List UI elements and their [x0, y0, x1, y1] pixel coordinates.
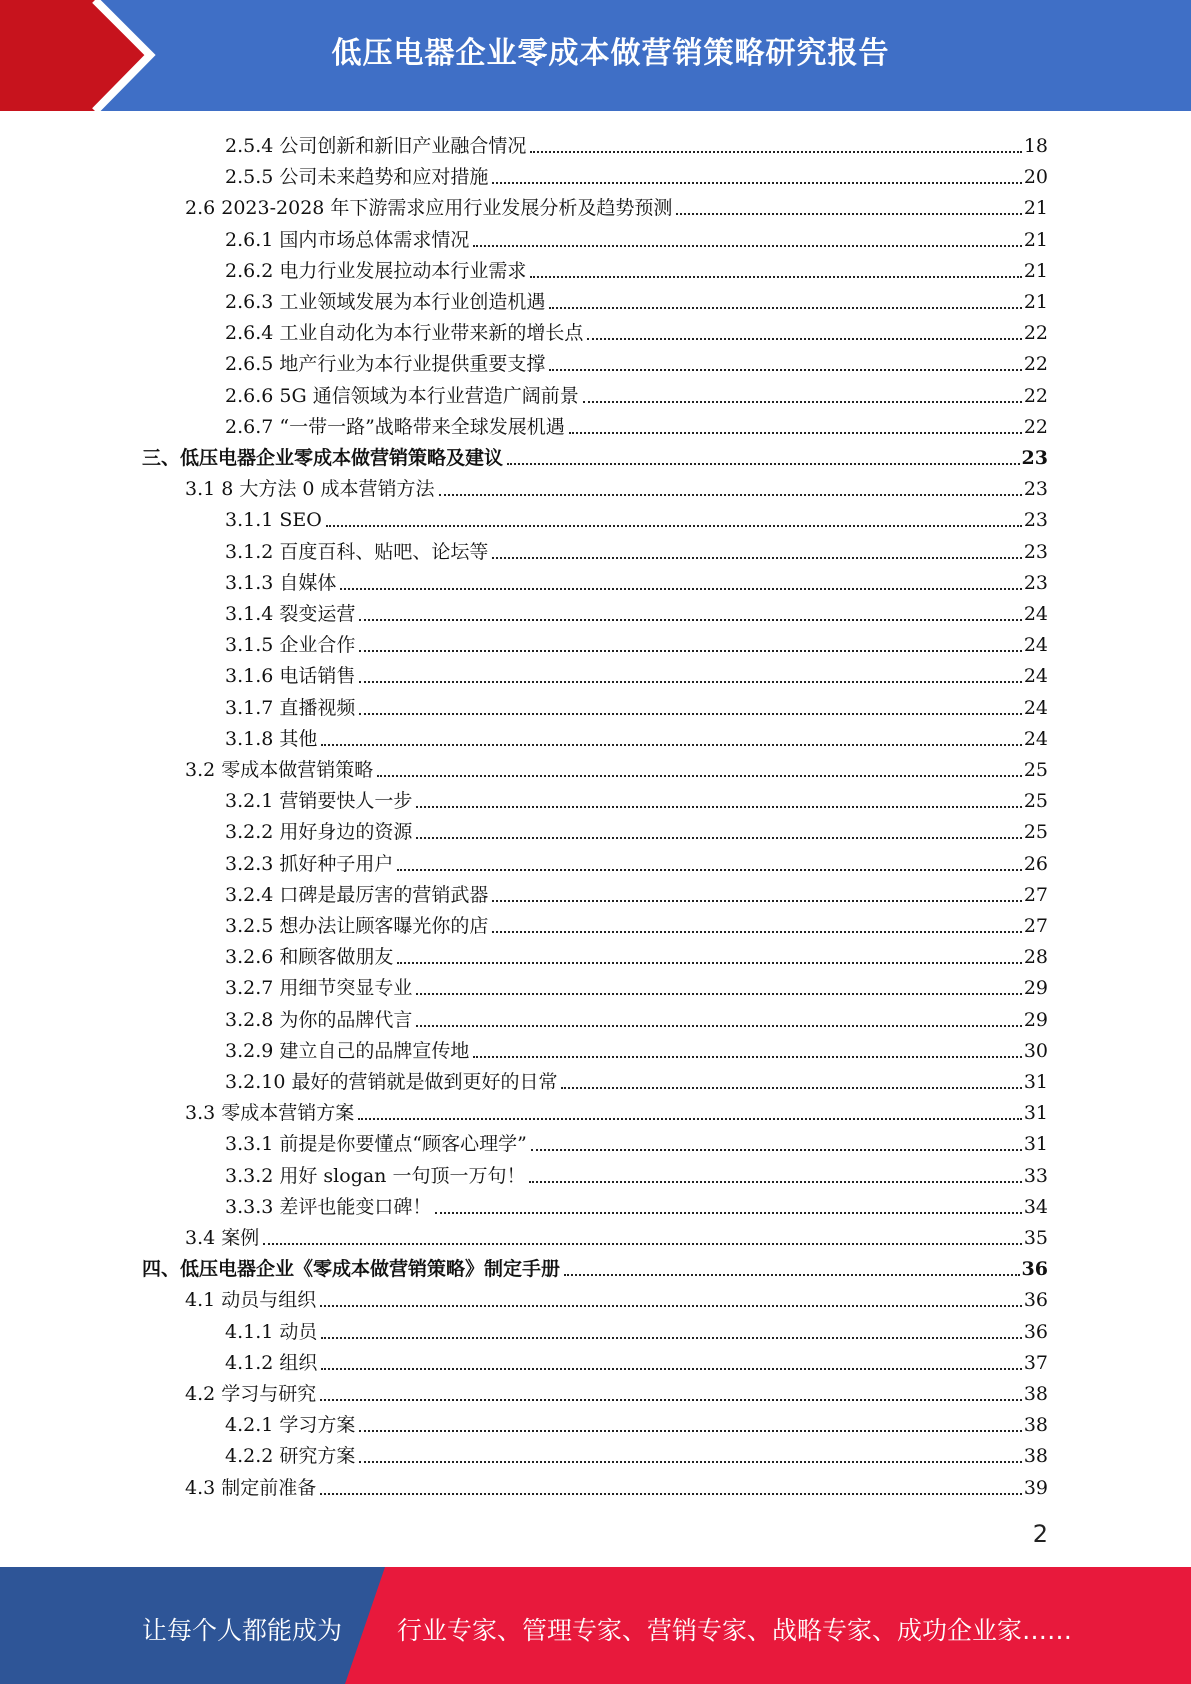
toc-entry-label: 3.3 零成本营销方案 [185, 1102, 355, 1125]
toc-leader-dots [676, 213, 1021, 215]
toc-entry-label: 3.2.6 和顾客做朋友 [225, 946, 394, 969]
toc-entry-page: 31 [1023, 1102, 1048, 1125]
toc-leader-dots [473, 1056, 1021, 1058]
toc-leader-dots [320, 1493, 1022, 1495]
toc-entry-label: 2.6 2023-2028 年下游需求应用行业发展分析及趋势预测 [185, 197, 673, 220]
toc-entry-page: 36 [1021, 1258, 1048, 1281]
toc-leader-dots [359, 681, 1021, 683]
toc-entry-label: 2.6.5 地产行业为本行业提供重要支撑 [225, 353, 546, 376]
toc-entry-label: 3.1.7 直播视频 [225, 696, 356, 719]
toc-entry-page: 24 [1023, 603, 1048, 625]
toc-leader-dots [359, 650, 1021, 652]
toc-entry-page: 39 [1023, 1476, 1048, 1499]
toc-leader-dots [587, 338, 1021, 340]
toc-leader-dots [583, 401, 1022, 403]
toc-entry-page: 23 [1023, 540, 1048, 563]
toc-entry-label: 四、低压电器企业《零成本做营销策略》制定手册 [142, 1258, 561, 1281]
toc-leader-dots [416, 806, 1021, 808]
page-footer [0, 1567, 1191, 1684]
toc-entry[interactable] [185, 1469, 1048, 1500]
toc-entry-page: 30 [1023, 1039, 1048, 1062]
toc-entry-label: 2.5.5 公司未来趋势和应对措施 [225, 166, 489, 189]
toc-entry[interactable] [225, 501, 1048, 532]
toc-entry-label: 2.6.6 5G 通信领域为本行业营造广阔前景 [225, 384, 579, 407]
toc-leader-dots [321, 1337, 1021, 1339]
toc-entry[interactable] [225, 221, 1048, 252]
toc-entry-label: 3.3.3 差评也能变口碑！ [225, 1195, 432, 1218]
toc-entry[interactable] [225, 720, 1048, 751]
toc-entry-label: 4.1 动员与组织 [185, 1289, 317, 1312]
toc-entry[interactable] [225, 969, 1048, 1000]
toc-entry-label: 3.1.2 百度百科、贴吧、论坛等 [225, 540, 489, 563]
toc-entry-page: 29 [1023, 1008, 1048, 1031]
toc-entry[interactable] [225, 564, 1048, 595]
toc-leader-dots [569, 432, 1022, 434]
toc-entry-label: 2.6.2 电力行业发展拉动本行业需求 [225, 259, 527, 282]
toc-entry-page: 25 [1023, 790, 1048, 813]
toc-entry-label: 3.1.8 其他 [225, 727, 318, 750]
toc-leader-dots [530, 276, 1021, 278]
toc-entry-page: 24 [1023, 727, 1048, 750]
toc-entry-label: 2.6.3 工业领域发展为本行业创造机遇 [225, 291, 546, 313]
toc-entry-page: 36 [1023, 1320, 1048, 1343]
toc-entry[interactable] [225, 876, 1048, 907]
toc-entry-label: 4.2 学习与研究 [185, 1383, 317, 1405]
toc-entry[interactable] [185, 1375, 1048, 1406]
toc-entry-label: 4.3 制定前准备 [185, 1476, 317, 1499]
toc-leader-dots [263, 1243, 1022, 1245]
toc-entry[interactable] [225, 1032, 1048, 1063]
toc-leader-dots [321, 744, 1021, 746]
toc-entry-label: 3.1.6 电话销售 [225, 665, 356, 688]
toc-leader-dots [358, 1118, 1022, 1120]
toc-entry[interactable] [225, 1001, 1048, 1032]
toc-entry-page: 31 [1023, 1133, 1048, 1156]
toc-entry[interactable] [225, 283, 1048, 314]
toc-entry-label: 2.6.4 工业自动化为本行业带来新的增长点 [225, 322, 584, 345]
toc-entry-label: 2.6.7 “一带一路”战略带来全球发展机遇 [225, 415, 565, 438]
toc-entry[interactable] [185, 1219, 1048, 1250]
page-header [0, 0, 1191, 111]
toc-entry[interactable] [225, 1406, 1048, 1437]
toc-entry[interactable] [225, 345, 1048, 376]
toc-entry[interactable] [225, 158, 1048, 189]
toc-entry[interactable] [225, 1344, 1048, 1375]
toc-entry-page: 26 [1023, 852, 1048, 875]
toc-entry-page: 22 [1023, 353, 1048, 376]
toc-entry-page: 21 [1023, 259, 1048, 282]
toc-leader-dots [561, 1087, 1021, 1089]
toc-leader-dots [549, 307, 1021, 309]
toc-leader-dots [377, 775, 1022, 777]
toc-entry[interactable] [225, 845, 1048, 876]
toc-leader-dots [473, 245, 1021, 247]
toc-entry-page: 27 [1023, 915, 1048, 937]
toc-entry-page: 25 [1023, 821, 1048, 844]
toc-entry-label: 3.2.3 抓好种子用户 [225, 852, 394, 875]
toc-leader-dots [416, 837, 1021, 839]
toc-entry-label: 3.2.9 建立自己的品牌宣传地 [225, 1039, 470, 1062]
toc-entry-label: 3.2.5 想办法让顾客曝光你的店 [225, 915, 489, 937]
toc-entry-label: 3.2.1 营销要快人一步 [225, 790, 413, 813]
toc-leader-dots [326, 525, 1022, 527]
toc-entry-label: 3.1.5 企业合作 [225, 634, 356, 657]
toc-entry[interactable] [225, 127, 1048, 158]
toc-entry[interactable] [142, 439, 1048, 470]
toc-entry[interactable] [225, 252, 1048, 283]
toc-leader-dots [397, 869, 1021, 871]
toc-entry[interactable] [225, 813, 1048, 844]
toc-entry[interactable] [225, 314, 1048, 345]
toc-entry-page: 22 [1023, 384, 1048, 407]
toc-entry-page: 23 [1021, 447, 1048, 469]
toc-entry[interactable] [185, 189, 1048, 220]
toc-entry[interactable] [225, 533, 1048, 564]
toc-leader-dots [530, 151, 1021, 153]
toc-entry[interactable] [225, 1157, 1048, 1188]
toc-entry-page: 23 [1023, 509, 1048, 532]
toc-entry-label: 4.1.2 组织 [225, 1351, 318, 1374]
toc-entry-label: 3.1 8 大方法 0 成本营销方法 [185, 478, 435, 501]
toc-entry-page: 36 [1023, 1289, 1048, 1312]
toc-entry-label: 4.1.1 动员 [225, 1320, 318, 1343]
toc-leader-dots [492, 931, 1021, 933]
toc-leader-dots [320, 1399, 1022, 1401]
report-title: 低压电器企业零成本做营销策略研究报告 [331, 36, 890, 71]
footer-slogan-left: 让每个人都能成为 [142, 1616, 343, 1645]
toc-entry[interactable] [225, 782, 1048, 813]
toc-entry[interactable] [225, 1063, 1048, 1094]
toc-entry[interactable] [225, 938, 1048, 969]
toc-entry-label: 3.2 零成本做营销策略 [185, 759, 374, 781]
toc-leader-dots [416, 993, 1021, 995]
toc-entry-page: 18 [1023, 135, 1048, 157]
toc-entry-label: 三、低压电器企业零成本做营销策略及建议 [142, 447, 504, 469]
toc-entry[interactable] [225, 689, 1048, 720]
toc-entry-label: 3.2.10 最好的营销就是做到更好的日常 [225, 1071, 558, 1093]
toc-entry-page: 31 [1023, 1071, 1048, 1093]
toc-entry-page: 24 [1023, 696, 1048, 719]
toc-leader-dots [397, 962, 1021, 964]
toc-entry-label: 2.5.4 公司创新和新旧产业融合情况 [225, 135, 527, 157]
toc-entry-page: 38 [1023, 1383, 1048, 1405]
toc-leader-dots [564, 1274, 1020, 1276]
toc-entry-page: 22 [1023, 415, 1048, 438]
toc-entry[interactable] [142, 1250, 1048, 1281]
toc-entry[interactable] [225, 1125, 1048, 1156]
toc-entry-page: 34 [1023, 1195, 1048, 1218]
toc-leader-dots [359, 619, 1021, 621]
toc-entry-page: 29 [1023, 977, 1048, 1000]
toc-entry-page: 38 [1023, 1414, 1048, 1437]
toc-entry-page: 21 [1023, 291, 1048, 313]
toc-leader-dots [359, 1430, 1021, 1432]
toc-entry[interactable] [185, 1281, 1048, 1312]
toc-entry-page: 27 [1023, 883, 1048, 906]
toc-leader-dots [340, 588, 1021, 590]
toc-leader-dots [492, 557, 1021, 559]
toc-leader-dots [531, 1149, 1022, 1151]
toc-leader-dots [435, 1212, 1021, 1214]
toc-entry-page: 35 [1023, 1227, 1048, 1249]
toc-entry-label: 3.2.8 为你的品牌代言 [225, 1008, 413, 1031]
toc-entry-label: 3.1.3 自媒体 [225, 571, 337, 594]
toc-entry-label: 3.1.4 裂变运营 [225, 603, 356, 625]
page-number: 2 [1032, 1520, 1048, 1548]
toc-entry[interactable] [225, 377, 1048, 408]
toc-entry-page: 24 [1023, 665, 1048, 688]
toc-leader-dots [321, 1368, 1021, 1370]
toc-leader-dots [416, 1025, 1021, 1027]
toc-entry[interactable] [185, 1094, 1048, 1125]
toc-entry[interactable] [225, 626, 1048, 657]
footer-slogan-right: 行业专家、管理专家、营销专家、战略专家、成功企业家…… [397, 1616, 1073, 1645]
toc-entry-page: 28 [1023, 946, 1048, 969]
toc-entry-page: 38 [1023, 1445, 1048, 1468]
toc-entry-page: 20 [1023, 166, 1048, 189]
toc-entry-page: 25 [1023, 759, 1048, 781]
toc-entry-page: 22 [1023, 322, 1048, 345]
toc-entry[interactable] [185, 751, 1048, 782]
toc-entry-label: 3.2.2 用好身边的资源 [225, 821, 413, 844]
toc-entry-label: 4.2.1 学习方案 [225, 1414, 356, 1437]
toc-entry-label: 3.3.2 用好 slogan 一句顶一万句！ [225, 1164, 526, 1187]
toc-entry-label: 4.2.2 研究方案 [225, 1445, 356, 1468]
toc-leader-dots [492, 900, 1021, 902]
toc-entry-page: 21 [1023, 228, 1048, 251]
toc-entry-label: 3.1.1 SEO [225, 509, 322, 532]
toc-entry[interactable] [225, 595, 1048, 626]
toc-leader-dots [439, 494, 1022, 496]
toc-entry[interactable] [225, 1313, 1048, 1344]
toc-entry-page: 24 [1023, 634, 1048, 657]
toc-entry-label: 3.4 案例 [185, 1227, 260, 1249]
toc-entry[interactable] [185, 470, 1048, 501]
toc-entry-label: 3.2.4 口碑是最厉害的营销武器 [225, 883, 489, 906]
toc-entry-label: 2.6.1 国内市场总体需求情况 [225, 228, 470, 251]
toc-entry-page: 21 [1023, 197, 1048, 220]
toc-entry[interactable] [225, 907, 1048, 938]
toc-leader-dots [549, 369, 1021, 371]
toc-leader-dots [359, 713, 1021, 715]
toc-leader-dots [507, 463, 1020, 465]
toc-entry[interactable] [225, 1188, 1048, 1219]
toc-entry-page: 23 [1023, 571, 1048, 594]
toc-leader-dots [359, 1461, 1021, 1463]
toc-leader-dots [320, 1305, 1022, 1307]
toc-entry-label: 3.3.1 前提是你要懂点“顾客心理学” [225, 1133, 527, 1156]
toc-leader-dots [529, 1181, 1021, 1183]
toc-entry-page: 37 [1023, 1351, 1048, 1374]
toc-entry[interactable] [225, 408, 1048, 439]
toc-entry-page: 23 [1023, 478, 1048, 501]
toc-leader-dots [492, 182, 1021, 184]
toc-entry[interactable] [225, 1437, 1048, 1468]
toc-entry-page: 33 [1023, 1164, 1048, 1187]
toc-entry[interactable] [225, 657, 1048, 688]
toc-entry-label: 3.2.7 用细节突显专业 [225, 977, 413, 1000]
